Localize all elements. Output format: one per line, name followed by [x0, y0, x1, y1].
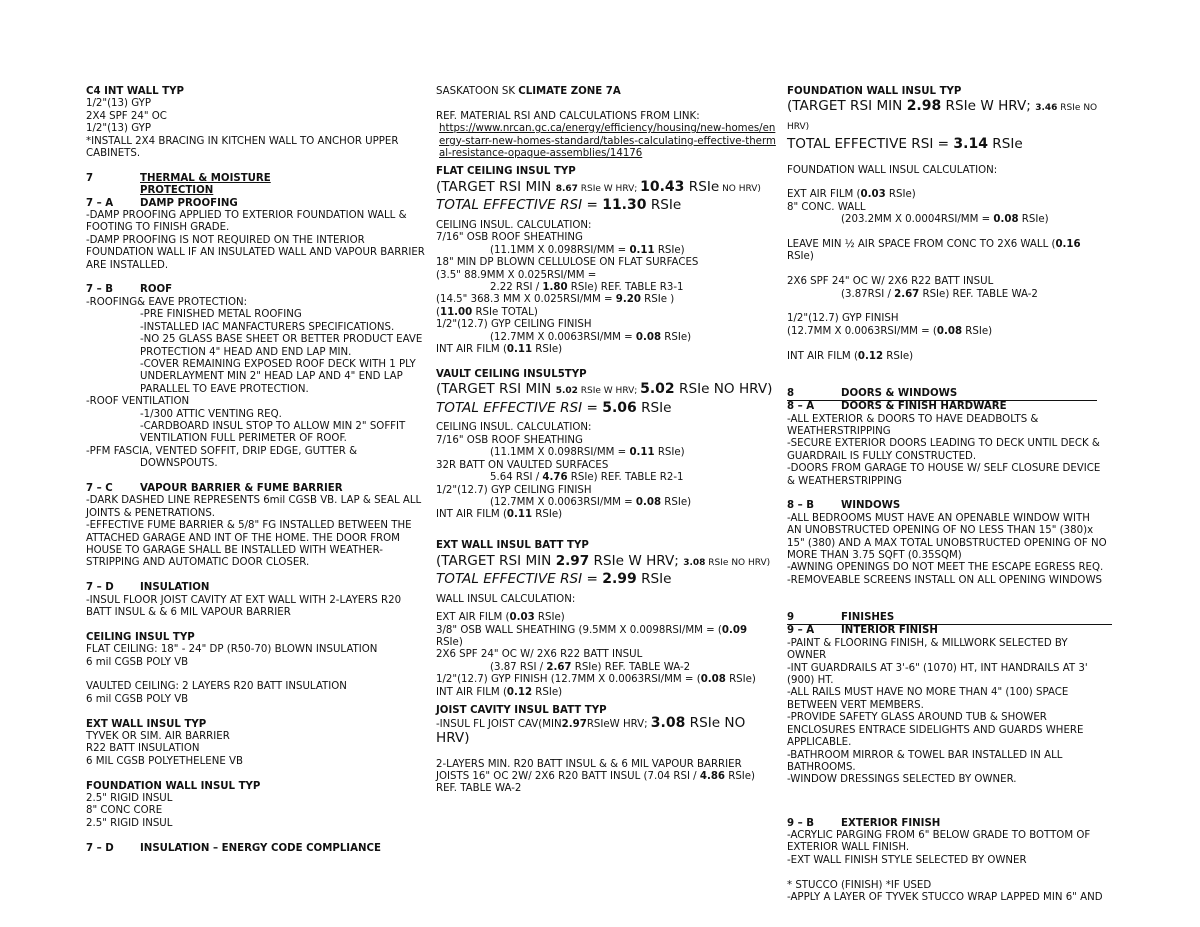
section-number: 7 – D: [86, 842, 114, 854]
location-text: SASKATOON SK: [436, 86, 519, 97]
target-rsi-line: (TARGET RSI MIN 2.98 RSIe W HRV; 3.46 RSIe NO HRV): [787, 98, 1098, 132]
spec-line: -ACRYLIC PARGING FROM 6" BELOW GRADE TO BOTTOM OF EXTERIOR WALL FINISH.: [787, 829, 1091, 854]
section-number: 7 – A: [86, 197, 114, 209]
calc-heading: FOUNDATION WALL INSUL CALCULATION:: [787, 164, 998, 176]
vault-ceiling-title: VAULT CEILING INSUL5TYP: [436, 368, 587, 380]
spec-line: 6 mil CGSB POLY VB: [86, 693, 189, 705]
spec-line: -DAMP PROOFING APPLIED TO EXTERIOR FOUNDATION WALL & FOOTING TO FINISH GRADE.: [86, 210, 407, 234]
spec-line: -DARK DASHED LINE REPRESENTS 6mil CGSB VB. LAP & SEAL ALL JOINTS & PENETRATIONS.: [86, 495, 422, 519]
ext-wall-batt-title: EXT WALL INSUL BATT TYP: [436, 540, 589, 552]
calc-line: 2.22 RSI / 1.80 RSIe) REF. TABLE R3-1: [490, 282, 684, 294]
int-wall-line: 2X4 SPF 24" OC: [86, 110, 167, 122]
spec-line: -EFFECTIVE FUME BARRIER & 5/8" FG INSTALLED BETWEEN THE ATTACHED GARAGE AND INT OF THE HOME. THE DOOR FROM HOUSE TO GARAGE SHALL BE INSTALLED WITH WEATHER-STRIPPING AND AUTOMATIC DOOR CLOSER.: [86, 520, 412, 569]
section-number: 7 – D: [86, 582, 114, 594]
foundation-wall-title: FOUNDATION WALL INSUL TYP: [787, 86, 962, 97]
section-8b-heading: [787, 500, 1107, 512]
int-wall-line: 1/2"(13) GYP: [86, 123, 151, 135]
calc-heading: CEILING INSUL. CALCULATION:: [436, 220, 592, 232]
foundation-wall-title: FOUNDATION WALL INSUL TYP: [86, 780, 261, 792]
section-title: ROOF: [140, 284, 173, 296]
ceiling-insul-title: CEILING INSUL TYP: [86, 631, 195, 643]
climate-zone: CLIMATE ZONE 7A: [518, 86, 621, 97]
spec-line: -INSTALLED IAC MANFACTURERS SPECIFICATIONS.: [140, 321, 395, 333]
target-rsi-line: (TARGET RSI MIN 8.67 RSIe W HRV; 10.43 RSIe NO HRV): [436, 178, 761, 195]
calc-line: 5.64 RSI / 4.76 RSIe) REF. TABLE R2-1: [490, 472, 684, 484]
spec-line: FLAT CEILING: 18" - 24" DP (R50-70) BLOWN INSULATION: [86, 644, 378, 656]
section-8a-heading: [787, 401, 1107, 413]
total-effective-rsi-line: TOTAL EFFECTIVE RSI = 2.99 RSIe: [436, 571, 672, 588]
section-title: INTERIOR FINISH: [841, 625, 938, 637]
calc-line: 7/16" OSB ROOF SHEATHING: [436, 232, 583, 244]
spec-line: 6 MIL CGSB POLYETHELENE VB: [86, 755, 243, 767]
int-wall-line: 1/2"(13) GYP: [86, 98, 151, 110]
climate-zone-line: [436, 86, 776, 98]
spec-line: -PRE FINISHED METAL ROOFING: [140, 309, 302, 321]
section-9-heading: [787, 612, 1112, 625]
spec-line: -EXT WALL FINISH STYLE SELECTED BY OWNER: [787, 854, 1027, 866]
spec-line: -PFM FASCIA, VENTED SOFFIT, DRIP EDGE, GUTTER &: [86, 445, 358, 457]
total-effective-rsi-line: TOTAL EFFECTIVE RSI = 5.06 RSIe: [436, 399, 672, 416]
calc-line: (12.7MM X 0.0063RSI/MM = 0.08 RSIe): [490, 331, 692, 343]
spec-line: -1/300 ATTIC VENTING REQ.: [140, 408, 282, 420]
section-7b-heading: [86, 284, 426, 296]
calc-line: (11.1MM X 0.098RSI/MM = 0.11 RSIe): [490, 447, 685, 459]
spec-line: -ALL RAILS MUST HAVE NO MORE THAN 4" (100) SPACE BETWEEN VERT MEMBERS.: [787, 687, 1069, 711]
section-8-heading: [787, 388, 1097, 401]
section-9b-heading: [787, 818, 1107, 830]
spec-line: R22 BATT INSULATION: [86, 743, 200, 755]
section-7c-heading: [86, 483, 426, 495]
calc-line: 3/8" OSB WALL SHEATHING (9.5MM X 0.0098RSI/MM = (0.09 RSIe): [436, 624, 748, 648]
calc-line: 7/16" OSB ROOF SHEATHING: [436, 434, 583, 446]
calc-line: INT AIR FILM (0.11 RSIe): [436, 509, 563, 521]
calc-line: INT AIR FILM (0.12 RSIe): [787, 350, 914, 362]
middle-column: [436, 86, 776, 796]
spec-line: * STUCCO (FINISH) *IF USED: [787, 879, 932, 891]
calc-line: 1/2"(12.7) GYP CEILING FINISH: [436, 319, 592, 331]
calc-line: 2X6 SPF 24" OC W/ 2X6 R22 BATT INSUL: [787, 276, 994, 288]
spec-line: -REMOVEABLE SCREENS INSTALL ON ALL OPENING WINDOWS: [787, 574, 1102, 586]
calc-line: (11.00 RSIe TOTAL): [436, 306, 538, 318]
calc-line: EXT AIR FILM (0.03 RSIe): [436, 612, 565, 624]
calc-line: 8" CONC. WALL: [787, 201, 866, 213]
section-title: DOORS & WINDOWS: [841, 387, 958, 399]
reference-link[interactable]: https://www.nrcan.gc.ca/energy/efficiency/housing/new-homes/energy-starr-new-homes-standard/tables-calculating-effective-thermal-resistance-opaque-assemblies/14176: [439, 123, 776, 160]
section-title: EXTERIOR FINISH: [841, 817, 941, 829]
joist-cavity-title: JOIST CAVITY INSUL BATT TYP: [436, 704, 607, 716]
spec-line: -PROVIDE SAFETY GLASS AROUND TUB & SHOWER ENCLOSURES ENTRACE SIDELIGHTS AND GUARDS WHERE APPLICABLE.: [787, 712, 1084, 749]
section-7d-heading: [86, 582, 426, 594]
section-number: 8 – A: [787, 401, 815, 413]
spec-line: -PAINT & FLOORING FINISH, & MILLWORK SELECTED BY OWNER: [787, 637, 1068, 662]
calc-heading: WALL INSUL CALCULATION:: [436, 593, 576, 605]
section-title: THERMAL & MOISTURE PROTECTION: [140, 172, 271, 197]
calc-line: (11.1MM X 0.098RSI/MM = 0.11 RSIe): [490, 244, 685, 256]
section-number: 7 – C: [86, 482, 113, 494]
calc-line: 1/2"(12.7) GYP CEILING FINISH: [436, 484, 592, 496]
spec-line: VAULTED CEILING: 2 LAYERS R20 BATT INSULATION: [86, 681, 347, 693]
spec-line: -ALL EXTERIOR & DOORS TO HAVE DEADBOLTS & WEATHERSTRIPPING: [787, 413, 1039, 437]
spec-line: -SECURE EXTERIOR DOORS LEADING TO DECK UNTIL DECK & GUARDRAIL IS FULLY CONSTRUCTED.: [787, 438, 1100, 462]
right-column: [787, 86, 1107, 904]
ext-wall-title: EXT WALL INSUL TYP: [86, 718, 207, 730]
spec-line: -COVER REMAINING EXPOSED ROOF DECK WITH 1 PLY UNDERLAYMENT MIN 2" HEAD LAP AND 4" END LAP PARALLEL TO EAVE PROTECTION.: [140, 358, 416, 395]
section-9a-heading: [787, 625, 1107, 637]
calc-heading: CEILING INSUL. CALCULATION:: [436, 422, 592, 434]
left-column: [86, 86, 426, 855]
calc-line: (14.5" 368.3 MM X 0.025RSI/MM = 9.20 RSIe ): [436, 294, 675, 306]
calc-line: LEAVE MIN ½ AIR SPACE FROM CONC TO 2X6 WALL (0.16 RSIe): [787, 238, 1081, 263]
section-7-heading: [86, 173, 341, 198]
spec-line: TYVEK OR SIM. AIR BARRIER: [86, 731, 230, 743]
flat-ceiling-title: FLAT CEILING INSUL TYP: [436, 166, 576, 178]
int-wall-title: C4 INT WALL TYP: [86, 86, 184, 97]
calc-line: (203.2MM X 0.0004RSI/MM = 0.08 RSIe): [841, 214, 1049, 226]
spec-line: 2.5" RIGID INSUL: [86, 817, 173, 829]
spec-line: 6 mil CGSB POLY VB: [86, 656, 189, 668]
spec-line: 2-LAYERS MIN. R20 BATT INSUL & & 6 MIL VAPOUR BARRIER JOISTS 16" OC 2W/ 2X6 R20 BATT INSUL (7.04 RSI / 4.86 RSIe) REF. TABLE WA-2: [436, 758, 756, 795]
section-number: 9 – B: [787, 817, 815, 829]
calc-line: 32R BATT ON VAULTED SURFACES: [436, 459, 609, 471]
section-title: INSULATION – ENERGY CODE COMPLIANCE: [140, 842, 381, 854]
calc-line: (12.7MM X 0.0063RSI/MM = (0.08 RSIe): [787, 325, 993, 337]
spec-line: -APPLY A LAYER OF TYVEK STUCCO WRAP LAPPED MIN 6" AND: [787, 891, 1103, 903]
spec-line: 2.5" RIGID INSUL: [86, 793, 173, 805]
spec-line: -BATHROOM MIRROR & TOWEL BAR INSTALLED IN ALL BATHROOMS.: [787, 749, 1063, 773]
calc-line: INT AIR FILM (0.12 RSIe): [436, 686, 563, 698]
spec-line: -INT GUARDRAILS AT 3'-6" (1070) HT, INT HANDRAILS AT 3' (900) HT.: [787, 662, 1088, 687]
spec-line: -DOORS FROM GARAGE TO HOUSE W/ SELF CLOSURE DEVICE & WEATHERSTRIPPING: [787, 463, 1101, 487]
section-title: FINISHES: [841, 612, 895, 624]
spec-line: DOWNSPOUTS.: [140, 458, 218, 470]
spec-line: -WINDOW DRESSINGS SELECTED BY OWNER.: [787, 774, 1017, 786]
section-title: DAMP PROOFING: [140, 197, 238, 209]
section-number: 8 – B: [787, 500, 815, 512]
target-rsi-line: (TARGET RSI MIN 2.97 RSIe W HRV; 3.08 RSIe NO HRV): [436, 552, 771, 569]
section-number: 8: [787, 387, 795, 399]
calc-line: EXT AIR FILM (0.03 RSIe): [787, 189, 916, 201]
section-number: 9 – A: [787, 625, 815, 637]
spec-line: 8" CONC CORE: [86, 805, 163, 817]
target-rsi-line: -INSUL FL JOIST CAV(MIN2.97RSIeW HRV; 3.08 RSIe NO HRV): [436, 715, 746, 746]
calc-line: 1/2"(12.7) GYP FINISH (12.7MM X 0.0063RSI/MM = (0.08 RSIe): [436, 674, 756, 686]
section-7d-energy-heading: [86, 843, 426, 855]
calc-line: (3.87 RSI / 2.67 RSIe) REF. TABLE WA-2: [490, 661, 691, 673]
calc-line: 18" MIN DP BLOWN CELLULOSE ON FLAT SURFACES: [436, 257, 699, 269]
calc-line: (3.5" 88.9MM X 0.025RSI/MM =: [436, 269, 597, 281]
spec-line: -INSUL FLOOR JOIST CAVITY AT EXT WALL WITH 2-LAYERS R20 BATT INSUL & & 6 MIL VAPOUR BARRIER: [86, 594, 402, 618]
section-title: DOORS & FINISH HARDWARE: [841, 401, 1007, 413]
section-title: WINDOWS: [841, 500, 901, 512]
calc-line: 1/2"(12.7) GYP FINISH: [787, 313, 899, 325]
spec-line: -AWNING OPENINGS DO NOT MEET THE ESCAPE EGRESS REQ.: [787, 562, 1104, 574]
spec-line: -ALL BEDROOMS MUST HAVE AN OPENABLE WINDOW WITH AN UNOBSTRUCTED OPENING OF NO LESS THAN 15" (380)x 15" (380) AND A MAX TOTAL UNOBSTRUCTED OPENING OF NO MORE THAN 3.75 SQFT (0.35SQM): [787, 512, 1107, 562]
total-effective-rsi-line: TOTAL EFFECTIVE RSI = 3.14 RSIe: [787, 135, 1023, 152]
spec-line: -DAMP PROOFING IS NOT REQUIRED ON THE INTERIOR FOUNDATION WALL IF AN INSULATED WALL AND VAPOUR BARRIER ARE INSTALLED.: [86, 234, 425, 271]
spec-line: -ROOF VENTILATION: [86, 396, 190, 408]
section-title: VAPOUR BARRIER & FUME BARRIER: [140, 482, 343, 494]
section-number: 7 – B: [86, 284, 114, 296]
target-rsi-line: (TARGET RSI MIN 5.02 RSIe W HRV; 5.02 RSIe NO HRV): [436, 381, 773, 398]
spec-line: -NO 25 GLASS BASE SHEET OR BETTER PRODUCT EAVE PROTECTION 4" HEAD AND END LAP MIN.: [140, 334, 423, 358]
section-number: 7: [86, 172, 94, 184]
int-wall-line: *INSTALL 2X4 BRACING IN KITCHEN WALL TO ANCHOR UPPER CABINETS.: [86, 135, 399, 160]
calc-line: 2X6 SPF 24" OC W/ 2X6 R22 BATT INSUL: [436, 649, 643, 661]
reference-text: REF. MATERIAL RSI AND CALCULATIONS FROM LINK:: [436, 110, 700, 122]
spec-line: -ROOFING& EAVE PROTECTION:: [86, 296, 248, 308]
calc-line: (12.7MM X 0.0063RSI/MM = 0.08 RSIe): [490, 496, 692, 508]
spec-line: -CARDBOARD INSUL STOP TO ALLOW MIN 2" SOFFIT VENTILATION FULL PERIMETER OF ROOF.: [140, 420, 406, 445]
section-7a-heading: [86, 198, 426, 210]
total-effective-rsi-line: TOTAL EFFECTIVE RSI = 11.30 RSIe: [436, 197, 682, 214]
section-title: INSULATION: [140, 582, 210, 594]
section-number: 9: [787, 612, 795, 624]
calc-line: INT AIR FILM (0.11 RSIe): [436, 344, 563, 356]
calc-line: (3.87RSI / 2.67 RSIe) REF. TABLE WA-2: [841, 288, 1038, 300]
